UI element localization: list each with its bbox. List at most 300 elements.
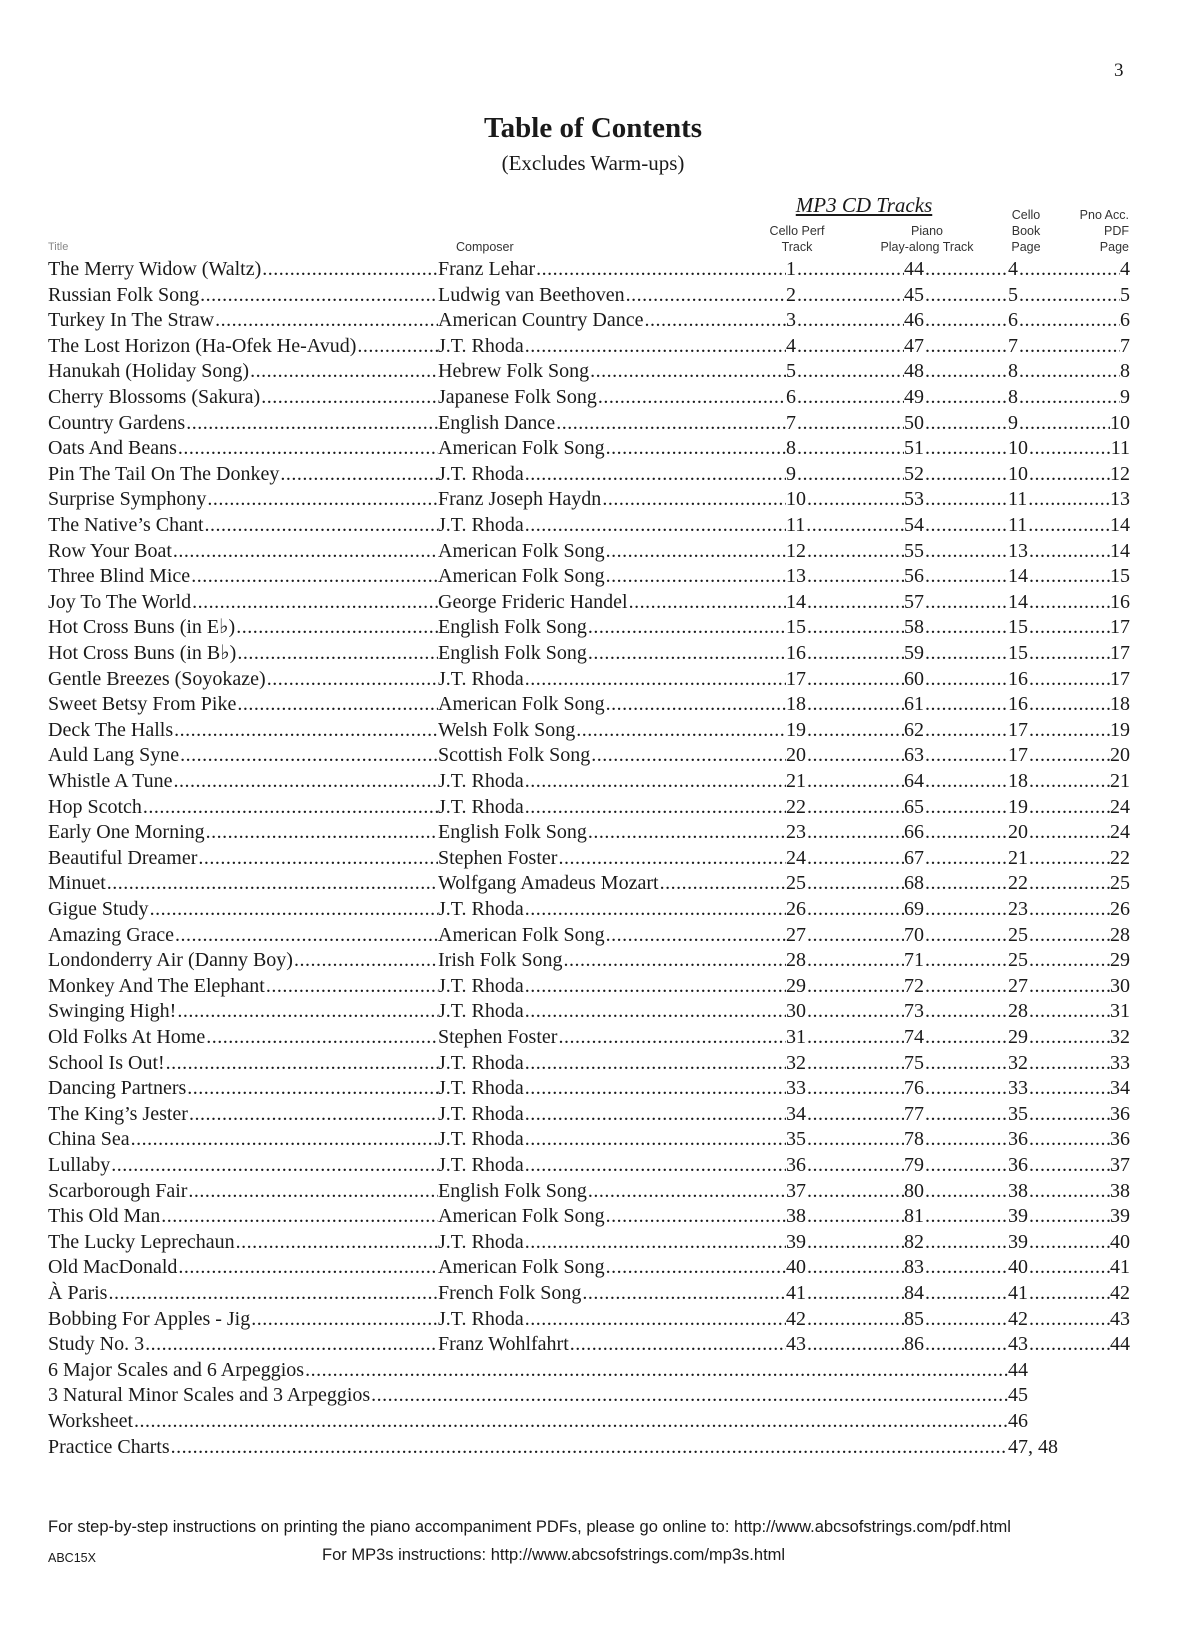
entry-piano-track <box>904 768 1008 794</box>
table-row <box>0 1203 1200 1229</box>
entry-perf-track-text: 35 <box>786 1128 806 1151</box>
entry-perf-track <box>786 1254 904 1280</box>
table-row <box>0 1152 1200 1178</box>
entry-perf-track-text: 14 <box>786 590 806 613</box>
extra-title <box>48 1357 1008 1383</box>
entry-composer-text: American Folk Song <box>438 565 605 588</box>
entry-perf-track-text: 23 <box>786 821 806 844</box>
entry-piano-track-text: 56 <box>904 565 924 588</box>
entry-piano-track <box>904 614 1008 640</box>
entry-composer <box>438 1203 786 1229</box>
extra-title <box>48 1382 1008 1408</box>
table-row <box>0 589 1200 615</box>
column-header-pno-pdf: Pno Acc. PDF Page <box>1079 208 1129 254</box>
entry-composer-text: Franz Lehar <box>438 258 536 280</box>
entry-perf-track-text: 26 <box>786 898 806 920</box>
entry-book-page <box>1008 282 1123 308</box>
extra-title <box>48 1434 1008 1460</box>
entry-piano-track <box>904 1050 1008 1076</box>
entry-title <box>48 282 438 308</box>
entry-piano-track <box>904 1306 1008 1332</box>
entry-title <box>48 947 438 973</box>
entry-title-text: Gentle Breezes (Soyokaze) <box>48 667 266 690</box>
entry-pdf-page: 37 <box>1110 1154 1130 1176</box>
entry-pdf-page: 14 <box>1110 539 1130 562</box>
entry-title-text: Old Folks At Home <box>48 1026 206 1048</box>
entry-title-text: Gigue Study <box>48 898 149 920</box>
entry-perf-track-text: 34 <box>786 1102 806 1125</box>
entry-composer-text: American Folk Song <box>438 1205 605 1228</box>
entry-piano-track-text: 72 <box>904 974 924 997</box>
entry-book-page <box>1008 1024 1123 1050</box>
entry-pdf-page: 43 <box>1110 1307 1130 1330</box>
entry-title <box>48 640 438 666</box>
entry-composer <box>438 1152 786 1178</box>
entry-book-page <box>1008 512 1123 538</box>
entry-perf-track-text: 32 <box>786 1051 806 1074</box>
entry-title-text: Old MacDonald <box>48 1256 178 1279</box>
entry-book-page-text: 39 <box>1008 1230 1028 1253</box>
entry-composer <box>438 691 786 717</box>
entry-perf-track-text: 42 <box>786 1307 806 1330</box>
entry-perf-track <box>786 717 904 743</box>
entry-title-text: Deck The Halls <box>48 718 174 741</box>
entry-book-page <box>1008 998 1123 1024</box>
entry-piano-track-text: 74 <box>904 1026 924 1048</box>
entry-title-text: Cherry Blossoms (Sakura) <box>48 386 261 408</box>
table-row <box>0 896 1200 922</box>
entry-perf-track-text: 31 <box>786 1026 806 1048</box>
entry-composer <box>438 410 786 436</box>
entry-book-page-text: 17 <box>1008 718 1028 741</box>
entry-book-page-text: 13 <box>1008 539 1028 562</box>
entry-composer-text: English Folk Song <box>438 616 587 639</box>
entry-title <box>48 486 438 512</box>
entry-perf-track <box>786 282 904 308</box>
entry-pdf-page: 41 <box>1110 1256 1130 1279</box>
entry-piano-track <box>904 1280 1008 1306</box>
table-row <box>0 256 1200 282</box>
page-title: Table of Contents <box>483 112 703 144</box>
entry-book-page <box>1008 1306 1123 1332</box>
entry-composer-text: English Folk Song <box>438 642 587 664</box>
entry-title-text: Dancing Partners <box>48 1077 187 1100</box>
entry-title <box>48 1101 438 1127</box>
entry-composer <box>438 794 786 820</box>
entry-book-page <box>1008 461 1123 487</box>
entry-book-page <box>1008 256 1123 282</box>
entry-book-page-text: 11 <box>1008 514 1028 536</box>
entry-book-page-text: 9 <box>1008 411 1018 434</box>
entry-composer <box>438 256 786 282</box>
entry-piano-track-text: 51 <box>904 437 924 460</box>
entry-title-text: This Old Man <box>48 1205 161 1228</box>
table-row <box>0 307 1200 333</box>
entry-composer <box>438 1306 786 1332</box>
entry-piano-track <box>904 819 1008 845</box>
entry-title-text: China Sea <box>48 1128 130 1151</box>
entry-title <box>48 1178 438 1204</box>
entry-composer <box>438 1229 786 1255</box>
entry-perf-track-text: 24 <box>786 846 806 869</box>
extra-title-text: Practice Charts <box>48 1435 170 1458</box>
entry-piano-track <box>904 538 1008 564</box>
entry-book-page-text: 29 <box>1008 1026 1028 1048</box>
table-row <box>0 1254 1200 1280</box>
entry-piano-track-text: 64 <box>904 770 924 792</box>
table-row <box>0 1126 1200 1152</box>
entry-book-page-text: 10 <box>1008 462 1028 485</box>
entry-book-page-text: 32 <box>1008 1051 1028 1074</box>
entry-composer-text: American Country Dance <box>438 309 644 332</box>
entry-piano-track <box>904 691 1008 717</box>
entry-perf-track <box>786 461 904 487</box>
entry-perf-track <box>786 256 904 282</box>
entry-pdf-page: 29 <box>1110 949 1130 972</box>
entry-pdf-page: 21 <box>1110 770 1130 792</box>
entry-perf-track-text: 9 <box>786 462 796 485</box>
entry-composer-text: Franz Wohlfahrt <box>438 1333 569 1356</box>
entry-piano-track <box>904 461 1008 487</box>
entry-composer <box>438 486 786 512</box>
entry-piano-track <box>904 973 1008 999</box>
entry-title-text: Scarborough Fair <box>48 1179 188 1202</box>
entry-title <box>48 922 438 948</box>
entry-title <box>48 358 438 384</box>
entry-perf-track-text: 6 <box>786 386 796 408</box>
entry-perf-track <box>786 486 904 512</box>
entry-pdf-page: 12 <box>1110 462 1130 485</box>
entry-perf-track-text: 39 <box>786 1230 806 1253</box>
entry-pdf-page: 17 <box>1110 667 1130 690</box>
entry-title-text: The Lost Horizon (Ha-Ofek He-Avud) <box>48 334 357 357</box>
entry-title-text: Surprise Symphony <box>48 488 207 511</box>
table-row-extra <box>0 1357 1200 1383</box>
entry-book-page-text: 39 <box>1008 1205 1028 1228</box>
entry-book-page-text: 28 <box>1008 1000 1028 1023</box>
entry-book-page <box>1008 1101 1123 1127</box>
entry-title <box>48 384 438 410</box>
entry-book-page <box>1008 870 1123 896</box>
entry-composer <box>438 461 786 487</box>
entry-composer <box>438 1280 786 1306</box>
entry-piano-track-text: 58 <box>904 616 924 639</box>
entry-piano-track-text: 68 <box>904 872 924 895</box>
entry-piano-track-text: 61 <box>904 693 924 716</box>
entry-composer-text: French Folk Song <box>438 1282 582 1304</box>
entry-book-page <box>1008 435 1123 461</box>
entry-perf-track <box>786 768 904 794</box>
entry-perf-track <box>786 870 904 896</box>
entry-composer-text: English Folk Song <box>438 821 587 844</box>
catalog-code: ABC15X <box>48 1551 96 1565</box>
entry-pdf-page: 33 <box>1110 1051 1130 1074</box>
entry-pdf-page: 18 <box>1110 693 1130 716</box>
entry-piano-track-text: 80 <box>904 1179 924 1202</box>
entry-composer <box>438 538 786 564</box>
entry-perf-track-text: 37 <box>786 1179 806 1202</box>
entry-piano-track-text: 84 <box>904 1282 924 1304</box>
entry-perf-track <box>786 512 904 538</box>
entry-piano-track <box>904 256 1008 282</box>
entry-book-page-text: 36 <box>1008 1128 1028 1151</box>
entry-title-text: Row Your Boat <box>48 539 172 562</box>
entry-perf-track <box>786 1203 904 1229</box>
entry-title-text: À Paris <box>48 1282 108 1304</box>
entry-title <box>48 691 438 717</box>
entry-perf-track <box>786 614 904 640</box>
entry-piano-track-text: 75 <box>904 1051 924 1074</box>
entry-composer <box>438 307 786 333</box>
entry-piano-track-text: 44 <box>904 258 924 280</box>
entry-perf-track <box>786 1050 904 1076</box>
entry-piano-track <box>904 845 1008 871</box>
entry-book-page-text: 14 <box>1008 590 1028 613</box>
entry-title-text: Russian Folk Song <box>48 283 200 306</box>
entry-composer <box>438 1050 786 1076</box>
entry-title <box>48 1229 438 1255</box>
entry-piano-track-text: 57 <box>904 590 924 613</box>
entry-composer-text: J.T. Rhoda <box>438 898 524 920</box>
entry-piano-track <box>904 358 1008 384</box>
table-row <box>0 1280 1200 1306</box>
entry-composer-text: Wolfgang Amadeus Mozart <box>438 872 659 895</box>
entry-pdf-page: 25 <box>1110 872 1130 895</box>
entry-book-page-text: 8 <box>1008 386 1018 408</box>
entry-piano-track <box>904 486 1008 512</box>
table-row <box>0 410 1200 436</box>
entry-pdf-page: 36 <box>1110 1128 1130 1151</box>
entry-composer <box>438 1254 786 1280</box>
entry-book-page-text: 33 <box>1008 1077 1028 1100</box>
entry-piano-track <box>904 384 1008 410</box>
entry-title-text: Turkey In The Straw <box>48 309 215 332</box>
entry-pdf-page: 15 <box>1110 565 1130 588</box>
entry-perf-track-text: 8 <box>786 437 796 460</box>
entry-perf-track <box>786 410 904 436</box>
entry-piano-track-text: 67 <box>904 846 924 869</box>
entry-title <box>48 307 438 333</box>
entry-title <box>48 973 438 999</box>
entry-piano-track <box>904 922 1008 948</box>
table-row <box>0 973 1200 999</box>
entry-perf-track <box>786 384 904 410</box>
entry-composer-text: J.T. Rhoda <box>438 462 524 485</box>
entry-piano-track <box>904 1254 1008 1280</box>
extra-title-text: 3 Natural Minor Scales and 3 Arpeggios <box>48 1384 371 1407</box>
entry-pdf-page: 17 <box>1110 642 1130 664</box>
entry-book-page-text: 5 <box>1008 283 1018 306</box>
entry-pdf-page: 16 <box>1110 590 1130 613</box>
entry-perf-track <box>786 1178 904 1204</box>
entry-book-page <box>1008 333 1123 359</box>
entry-composer-text: American Folk Song <box>438 539 605 562</box>
table-row-extra <box>0 1382 1200 1408</box>
entry-piano-track-text: 53 <box>904 488 924 511</box>
pdf-instructions: For step-by-step instructions on printing the piano accompaniment PDFs, please go online to: http://www.abcsofstrings.com/pdf.html <box>48 1518 1011 1536</box>
entry-composer-text: J.T. Rhoda <box>438 1128 524 1151</box>
table-row <box>0 1178 1200 1204</box>
entry-book-page-text: 43 <box>1008 1333 1028 1356</box>
entry-composer-text: J.T. Rhoda <box>438 1102 524 1125</box>
column-header-cello-book: Cello Book Page <box>1011 208 1041 254</box>
table-row <box>0 640 1200 666</box>
entry-title-text: Pin The Tail On The Donkey <box>48 462 280 485</box>
entry-book-page-text: 23 <box>1008 898 1028 920</box>
entry-piano-track-text: 47 <box>904 334 924 357</box>
entry-book-page <box>1008 1229 1123 1255</box>
entry-composer <box>438 947 786 973</box>
entry-composer <box>438 819 786 845</box>
entry-piano-track-text: 59 <box>904 642 924 664</box>
entry-book-page-text: 40 <box>1008 1256 1028 1279</box>
entry-book-page <box>1008 1178 1123 1204</box>
entry-perf-track <box>786 1331 904 1357</box>
entry-pdf-page: 17 <box>1110 616 1130 639</box>
entry-perf-track-text: 3 <box>786 309 796 332</box>
entry-perf-track-text: 4 <box>786 334 796 357</box>
entry-piano-track-text: 65 <box>904 795 924 818</box>
entry-perf-track <box>786 1306 904 1332</box>
entry-composer-text: J.T. Rhoda <box>438 770 524 792</box>
entry-pdf-page: 42 <box>1110 1282 1130 1304</box>
entry-title-text: Hot Cross Buns (in E♭) <box>48 616 236 639</box>
entry-composer <box>438 1126 786 1152</box>
entry-pdf-page: 31 <box>1110 1000 1130 1023</box>
entry-perf-track <box>786 358 904 384</box>
entry-perf-track-text: 12 <box>786 539 806 562</box>
entry-composer-text: Hebrew Folk Song <box>438 360 590 383</box>
entry-perf-track <box>786 1101 904 1127</box>
entry-title <box>48 896 438 922</box>
entry-piano-track <box>904 1075 1008 1101</box>
entry-pdf-page: 6 <box>1120 309 1130 332</box>
entry-perf-track-text: 15 <box>786 616 806 639</box>
entry-book-page-text: 25 <box>1008 949 1028 972</box>
entry-piano-track-text: 45 <box>904 283 924 306</box>
entry-book-page-text: 11 <box>1008 488 1028 511</box>
entry-piano-track-text: 86 <box>904 1333 924 1356</box>
extra-book-page: 45 <box>1008 1384 1028 1407</box>
entry-piano-track <box>904 1203 1008 1229</box>
entry-composer-text: J.T. Rhoda <box>438 1154 524 1176</box>
entry-pdf-page: 14 <box>1110 514 1130 536</box>
entry-title-text: Bobbing For Apples - Jig <box>48 1307 251 1330</box>
entry-pdf-page: 22 <box>1110 846 1130 869</box>
entry-title <box>48 717 438 743</box>
entry-title-text: Oats And Beans <box>48 437 177 460</box>
entry-composer-text: American Folk Song <box>438 923 605 946</box>
entry-title <box>48 1024 438 1050</box>
entry-composer <box>438 870 786 896</box>
entry-pdf-page: 26 <box>1110 898 1130 920</box>
entry-piano-track-text: 62 <box>904 718 924 741</box>
page-number: 3 <box>1114 60 1124 81</box>
entry-title <box>48 461 438 487</box>
entry-title <box>48 1331 438 1357</box>
entry-pdf-page: 24 <box>1110 821 1130 844</box>
entry-pdf-page: 13 <box>1110 488 1130 511</box>
entry-composer-text: J.T. Rhoda <box>438 1077 524 1100</box>
entry-piano-track <box>904 1229 1008 1255</box>
entry-piano-track <box>904 1331 1008 1357</box>
entry-book-page <box>1008 1280 1123 1306</box>
entry-book-page-text: 20 <box>1008 821 1028 844</box>
table-row <box>0 768 1200 794</box>
entry-title-text: School Is Out! <box>48 1051 165 1074</box>
entry-title <box>48 819 438 845</box>
entry-composer-text: George Frideric Handel <box>438 590 628 613</box>
column-header-composer: Composer <box>456 240 514 254</box>
entry-composer-text: J.T. Rhoda <box>438 1000 524 1023</box>
entry-title <box>48 845 438 871</box>
entry-pdf-page: 5 <box>1120 283 1130 306</box>
entry-composer <box>438 589 786 615</box>
extra-title <box>48 1408 1008 1434</box>
mp3-instructions: For MP3s instructions: http://www.abcsofstrings.com/mp3s.html <box>322 1546 786 1564</box>
extra-title-text: 6 Major Scales and 6 Arpeggios <box>48 1358 305 1381</box>
entry-perf-track-text: 41 <box>786 1282 806 1304</box>
table-row <box>0 947 1200 973</box>
table-row-extra <box>0 1434 1200 1460</box>
entry-perf-track <box>786 742 904 768</box>
entry-composer-text: Japanese Folk Song <box>438 386 597 408</box>
extra-book-page: 44 <box>1008 1358 1028 1381</box>
entry-book-page <box>1008 307 1123 333</box>
entry-book-page-text: 27 <box>1008 974 1028 997</box>
table-row <box>0 614 1200 640</box>
entry-piano-track <box>904 742 1008 768</box>
entry-title-text: Lullaby <box>48 1154 111 1176</box>
entry-book-page <box>1008 845 1123 871</box>
entry-perf-track-text: 18 <box>786 693 806 716</box>
entry-composer <box>438 973 786 999</box>
entry-title-text: Amazing Grace <box>48 923 175 946</box>
entry-perf-track-text: 20 <box>786 744 806 767</box>
entry-piano-track <box>904 512 1008 538</box>
entry-perf-track-text: 22 <box>786 795 806 818</box>
entry-composer <box>438 998 786 1024</box>
entry-book-page-text: 35 <box>1008 1102 1028 1125</box>
column-header-piano: Piano Play-along Track <box>880 224 974 254</box>
table-row <box>0 742 1200 768</box>
entry-piano-track-text: 78 <box>904 1128 924 1151</box>
entry-composer-text: J.T. Rhoda <box>438 1230 524 1253</box>
entry-perf-track <box>786 1024 904 1050</box>
entry-book-page <box>1008 563 1123 589</box>
entry-piano-track <box>904 717 1008 743</box>
entry-pdf-page: 38 <box>1110 1179 1130 1202</box>
entry-perf-track <box>786 794 904 820</box>
entry-title <box>48 1306 438 1332</box>
entry-perf-track <box>786 563 904 589</box>
entry-title <box>48 998 438 1024</box>
table-row <box>0 435 1200 461</box>
entry-pdf-page: 44 <box>1110 1333 1130 1356</box>
entry-perf-track <box>786 947 904 973</box>
entry-perf-track-text: 19 <box>786 718 806 741</box>
entry-book-page-text: 15 <box>1008 616 1028 639</box>
entry-book-page-text: 25 <box>1008 923 1028 946</box>
entry-title <box>48 589 438 615</box>
entry-title <box>48 666 438 692</box>
entry-book-page-text: 22 <box>1008 872 1028 895</box>
entry-book-page-text: 19 <box>1008 795 1028 818</box>
entry-piano-track-text: 54 <box>904 514 924 536</box>
entry-perf-track-text: 29 <box>786 974 806 997</box>
entry-composer-text: Franz Joseph Haydn <box>438 488 602 511</box>
entry-piano-track-text: 49 <box>904 386 924 408</box>
